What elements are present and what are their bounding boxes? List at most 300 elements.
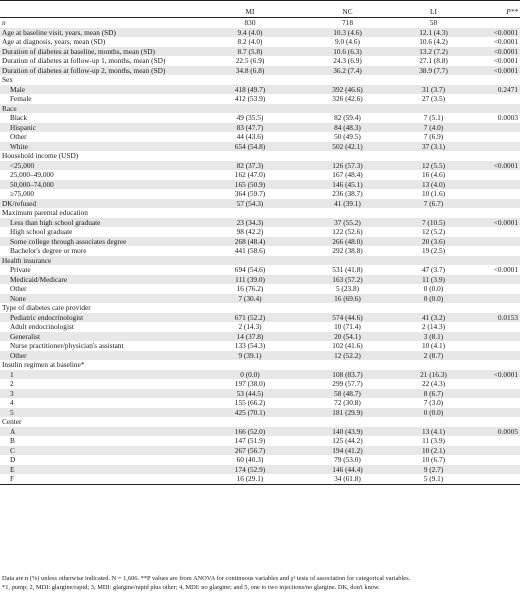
table-row — [0, 455, 520, 465]
cell-mi: 166 (52.0) — [200, 427, 300, 437]
cell-mi: 671 (52.2) — [200, 313, 300, 323]
cell-p-value — [472, 104, 520, 114]
cell-nc: 125 (44.2) — [332, 436, 363, 445]
cell-li: 21 (16.3) — [395, 370, 472, 380]
header-li: LI — [430, 6, 437, 16]
table-row — [0, 360, 520, 370]
cell-li: 13 (4.0) — [395, 180, 472, 190]
table-row — [0, 379, 520, 389]
table-row — [0, 427, 520, 437]
cell-mi: 441 (58.6) — [234, 246, 266, 255]
cell-p-value — [472, 417, 520, 427]
cell-mi: 34.8 (6.8) — [200, 66, 300, 76]
cell-p-value: <0.0001 — [472, 218, 520, 228]
cell-li: 58 — [429, 18, 438, 27]
table-row — [0, 161, 520, 171]
row-label: B — [10, 436, 15, 445]
cell-mi: 412 (53.9) — [234, 94, 266, 103]
cell-p-value: <0.0001 — [472, 66, 520, 76]
table-row — [0, 275, 520, 285]
cell-p-value — [472, 142, 520, 152]
cell-nc: 72 (30.8) — [334, 398, 361, 407]
cell-nc: 502 (42.1) — [300, 142, 395, 152]
cell-p-value — [472, 455, 520, 465]
row-label: Age at diagnosis, years, mean (SD) — [2, 37, 106, 46]
cell-li: 7 (4.0) — [395, 123, 472, 133]
row-label: Insulin regimen at baseline* — [2, 360, 85, 369]
table-row — [0, 436, 520, 446]
table-row — [0, 142, 520, 152]
table-header-row — [0, 1, 520, 18]
cell-nc: 20 (54.1) — [300, 332, 395, 342]
cell-li — [395, 208, 472, 218]
row-label: Hispanic — [0, 123, 200, 133]
row-label: 25,000–49,000 — [10, 170, 54, 179]
cell-mi: 174 (52.9) — [200, 465, 300, 475]
row-label: Other — [0, 351, 200, 361]
table-row — [0, 256, 520, 266]
row-label: Duration of diabetes at follow-up 1, months, mean (SD) — [2, 56, 166, 65]
cell-li: 2 (14.3) — [421, 322, 446, 331]
cell-p-value — [472, 75, 520, 85]
cell-p-value — [472, 132, 520, 142]
cell-mi: 57 (54.3) — [200, 199, 300, 209]
cell-mi: 197 (38.0) — [234, 379, 266, 388]
row-label: Adult endocrinologist — [10, 322, 74, 331]
cell-mi: 14 (37.8) — [200, 332, 300, 342]
table-row — [0, 208, 520, 218]
cell-p-value — [472, 332, 520, 342]
cell-mi — [200, 360, 300, 370]
row-label: DK/refused — [0, 199, 200, 209]
cell-mi: 23 (34.3) — [200, 218, 300, 228]
row-label: High school graduate — [10, 227, 73, 236]
row-label: Male — [0, 85, 200, 95]
row-label: Other — [10, 284, 27, 293]
table-row — [0, 37, 520, 47]
cell-mi: 49 (35.5) — [236, 113, 264, 122]
cell-p-value: <0.0001 — [493, 265, 518, 274]
cell-p-value — [472, 446, 520, 456]
cell-p-value — [472, 151, 520, 161]
cell-nc: 108 (83.7) — [300, 370, 395, 380]
cell-p-value — [472, 294, 520, 304]
cell-mi — [200, 104, 300, 114]
cell-mi: 7 (30.4) — [200, 294, 300, 304]
cell-li: 10 (2.1) — [395, 446, 472, 456]
row-label: <25,000 — [0, 161, 200, 171]
cell-nc: 718 — [342, 18, 353, 27]
cell-p-value: <0.0001 — [472, 47, 520, 57]
cell-mi: 8.7 (5.8) — [200, 47, 300, 57]
cell-p-value — [472, 436, 520, 446]
cell-mi: 654 (54.8) — [200, 142, 300, 152]
table-row — [0, 151, 520, 161]
header-nc: NC — [342, 6, 353, 16]
cell-nc — [300, 256, 395, 266]
cell-li: 37 (3.1) — [395, 142, 472, 152]
row-label: Less than high school graduate — [0, 218, 200, 228]
cell-li: 13 (4.1) — [395, 427, 472, 437]
cell-mi: 267 (56.7) — [200, 446, 300, 456]
cell-nc: 50 (49.5) — [334, 132, 361, 141]
cell-p-value: <0.0001 — [472, 28, 520, 38]
cell-mi — [200, 256, 300, 266]
cell-mi: 364 (59.7) — [234, 189, 266, 198]
cell-nc: 37 (55.2) — [300, 218, 395, 228]
table-row — [0, 227, 520, 237]
cell-mi: 8.2 (4.0) — [237, 37, 263, 46]
cell-li: 10.6 (4.2) — [419, 37, 448, 46]
cell-p-value — [472, 199, 520, 209]
cell-li: 38.9 (7.7) — [395, 66, 472, 76]
row-label: Center — [2, 417, 22, 426]
cell-li: 11 (3.9) — [422, 436, 445, 445]
cell-p-value — [472, 170, 520, 180]
table-row — [0, 322, 520, 332]
cell-p-value — [472, 351, 520, 361]
table-row — [0, 417, 520, 427]
table-row — [0, 398, 520, 408]
cell-p-value — [472, 341, 520, 351]
cell-li: 10 (6.7) — [421, 455, 446, 464]
table-row — [0, 66, 520, 76]
cell-p-value — [472, 94, 520, 104]
cell-nc: 10.6 (6.3) — [300, 47, 395, 57]
cell-mi: 425 (70.1) — [200, 408, 300, 418]
table-row — [0, 123, 520, 133]
cell-mi: 111 (39.0) — [200, 275, 300, 285]
cell-li: 16 (4.6) — [421, 170, 446, 179]
cell-nc — [300, 360, 395, 370]
cell-p-value — [472, 227, 520, 237]
row-label: Black — [10, 113, 28, 122]
row-label: Type of diabetes care provider — [2, 303, 91, 312]
row-label: Pediatric endocrinologist — [0, 313, 200, 323]
row-label: White — [0, 142, 200, 152]
table-row — [0, 265, 520, 275]
cell-mi: 22.5 (6.9) — [235, 56, 265, 65]
cell-nc: 36.2 (7.4) — [300, 66, 395, 76]
cell-mi: 155 (66.2) — [234, 398, 266, 407]
cell-mi: 133 (54.3) — [234, 341, 266, 350]
cell-mi: 53 (44.5) — [200, 389, 300, 399]
cell-nc: 12 (52.2) — [300, 351, 395, 361]
table-row — [0, 56, 520, 66]
cell-mi — [200, 208, 300, 218]
cell-mi: 44 (43.6) — [236, 132, 264, 141]
cell-mi: 694 (54.6) — [234, 265, 266, 274]
cell-nc: 84 (48.3) — [300, 123, 395, 133]
cell-p-value: <0.0001 — [472, 370, 520, 380]
cell-mi: 9 (39.1) — [200, 351, 300, 361]
cell-nc — [300, 75, 395, 85]
cell-p-value — [472, 256, 520, 266]
cell-mi: 82 (37.3) — [200, 161, 300, 171]
cell-mi: 830 — [244, 18, 256, 27]
cell-p-value: 0.0003 — [497, 113, 518, 122]
cell-nc: 146 (45.1) — [300, 180, 395, 190]
cell-mi: 268 (48.4) — [200, 237, 300, 247]
cell-li — [395, 104, 472, 114]
cell-nc: 163 (57.2) — [300, 275, 395, 285]
cell-nc: 34 (61.8) — [334, 474, 361, 483]
cell-mi: 0 (0.0) — [200, 370, 300, 380]
cell-li: 7 (3.0) — [423, 398, 444, 407]
cell-p-value — [472, 237, 520, 247]
cell-li — [395, 75, 472, 85]
cell-li: 27 (3.5) — [421, 94, 446, 103]
table-row — [0, 408, 520, 418]
cell-p-value — [472, 284, 520, 294]
cell-p-value — [472, 389, 520, 399]
cell-nc: 5 (23.8) — [335, 284, 360, 293]
cell-nc: 236 (38.7) — [332, 189, 363, 198]
table-row — [0, 113, 520, 123]
table-row — [0, 465, 520, 475]
cell-mi: 60 (40.3) — [236, 455, 264, 464]
cell-mi — [200, 417, 300, 427]
cell-mi: 165 (50.9) — [200, 180, 300, 190]
row-label: Duration of diabetes at baseline, months, mean (SD) — [0, 47, 200, 57]
cell-nc: 126 (57.3) — [300, 161, 395, 171]
cell-mi: 9.4 (4.0) — [200, 28, 300, 38]
row-label: 1 — [0, 370, 200, 380]
row-label: 5 — [0, 408, 200, 418]
table-row — [0, 370, 520, 380]
table-row — [0, 170, 520, 180]
cell-li: 12.1 (4.3) — [395, 28, 472, 38]
cell-nc: 41 (39.1) — [300, 199, 395, 209]
cell-mi: 2 (14.3) — [238, 322, 262, 331]
cell-p-value — [472, 208, 520, 218]
header-mi: MI — [245, 6, 255, 16]
cell-li: 7 (6.9) — [423, 132, 444, 141]
cell-p-value — [472, 189, 520, 199]
cell-mi: 83 (47.7) — [200, 123, 300, 133]
table-footnote — [2, 575, 518, 592]
cell-mi: 162 (47.0) — [234, 170, 266, 179]
footnote-line-2: *1, pump; 2, MDI: glargine/rapid; 3, MDI: glargine/rapid plus other; 4, MDI: no glargine; and 5, one to two injections/no glargine. DK, don't know. — [2, 583, 380, 591]
row-label: Age at baseline visit, years, mean (SD) — [0, 28, 200, 38]
cell-mi — [200, 75, 300, 85]
cell-nc: 122 (52.6) — [332, 227, 363, 236]
header-p-value: P** — [506, 6, 518, 16]
cell-mi: 16 (29.1) — [236, 474, 264, 483]
row-label: 50,000–74,000 — [0, 180, 200, 190]
cell-p-value: 0.2471 — [472, 85, 520, 95]
table-row — [0, 18, 520, 28]
row-label: C — [0, 446, 200, 456]
row-label: Sex — [2, 75, 13, 84]
cell-nc: 102 (41.6) — [332, 341, 363, 350]
cell-li: 0 (0.0) — [423, 284, 444, 293]
row-label: Bachelor's degree or more — [10, 246, 87, 255]
cell-p-value — [472, 18, 520, 28]
cell-li: 19 (2.5) — [421, 246, 446, 255]
cell-li: 7 (10.5) — [395, 218, 472, 228]
row-label: F — [10, 474, 15, 483]
cell-nc: 266 (48.0) — [300, 237, 395, 247]
cell-li: 0 (0.0) — [395, 408, 472, 418]
cell-p-value: <0.0001 — [472, 161, 520, 171]
row-label: Some college through associates degree — [0, 237, 200, 247]
row-label: 2 — [10, 379, 14, 388]
cell-li: 11 (3.9) — [395, 275, 472, 285]
row-label: A — [0, 427, 200, 437]
cell-p-value — [472, 379, 520, 389]
row-label: Other — [10, 132, 27, 141]
cell-li — [395, 303, 472, 313]
table-row — [0, 199, 520, 209]
cell-p-value: <0.0001 — [493, 56, 518, 65]
row-label: Nurse practitioner/physician's assistant — [10, 341, 124, 350]
cell-p-value — [472, 398, 520, 408]
cell-nc: 24.3 (6.9) — [333, 56, 362, 65]
row-label: Female — [10, 94, 32, 103]
table-row — [0, 446, 520, 456]
footnote-line-1: Data are n (%) unless otherwise indicated. N = 1,606. **P values are from ANOVA for continuous variables and χ² tests of association for categorical variables. — [2, 575, 411, 582]
cell-nc: 16 (69.6) — [300, 294, 395, 304]
cell-nc: 299 (57.7) — [332, 379, 363, 388]
row-label: None — [0, 294, 200, 304]
row-label: n — [2, 18, 6, 27]
table-row — [0, 474, 520, 484]
table-row — [0, 341, 520, 351]
table-row — [0, 294, 520, 304]
cell-nc: 146 (44.4) — [300, 465, 395, 475]
row-label: 4 — [10, 398, 14, 407]
cell-nc — [300, 104, 395, 114]
cell-li: 47 (3.7) — [421, 265, 446, 274]
table-row — [0, 28, 520, 38]
cell-li — [395, 151, 472, 161]
cell-nc: 10 (71.4) — [334, 322, 361, 331]
cell-li: 8 (6.7) — [395, 389, 472, 399]
cell-p-value — [472, 474, 520, 484]
cell-li: 3 (8.1) — [395, 332, 472, 342]
cell-li: 2 (8.7) — [395, 351, 472, 361]
row-label: Household income (USD) — [2, 151, 79, 160]
cell-mi — [200, 151, 300, 161]
header-label — [0, 1, 200, 18]
cell-li: 9 (2.7) — [395, 465, 472, 475]
cell-li: 12 (5.5) — [395, 161, 472, 171]
row-label: Maximum parental education — [2, 208, 88, 217]
table-body — [0, 18, 520, 485]
table-row — [0, 104, 520, 114]
cell-nc — [300, 208, 395, 218]
cell-mi: 418 (49.7) — [200, 85, 300, 95]
cell-li: 27.1 (8.8) — [419, 56, 448, 65]
cell-nc: 194 (41.2) — [300, 446, 395, 456]
table-row — [0, 94, 520, 104]
cell-li: 7 (6.7) — [395, 199, 472, 209]
cell-nc: 167 (48.4) — [332, 170, 363, 179]
cell-nc: 10.3 (4.6) — [300, 28, 395, 38]
cell-nc — [300, 303, 395, 313]
table-row — [0, 284, 520, 294]
cell-p-value — [472, 275, 520, 285]
cell-p-value — [472, 408, 520, 418]
cell-li: 22 (4.3) — [421, 379, 446, 388]
table-row — [0, 132, 520, 142]
cell-nc: 140 (43.9) — [300, 427, 395, 437]
table-row — [0, 180, 520, 190]
table-row — [0, 389, 520, 399]
row-label: Race — [0, 104, 200, 114]
cell-p-value — [472, 246, 520, 256]
cell-nc — [300, 151, 395, 161]
cell-li: 10 (1.6) — [421, 189, 446, 198]
cell-p-value — [472, 303, 520, 313]
cell-li: 13.2 (7.2) — [395, 47, 472, 57]
cell-li: 7 (5.1) — [423, 113, 444, 122]
cell-nc: 9.0 (4.6) — [335, 37, 360, 46]
cell-li: 10 (4.1) — [421, 341, 446, 350]
cell-li — [395, 256, 472, 266]
cell-p-value — [472, 322, 520, 332]
table-row — [0, 332, 520, 342]
cell-mi: 98 (42.2) — [236, 227, 264, 236]
table-row — [0, 189, 520, 199]
cell-p-value — [472, 360, 520, 370]
cell-p-value: <0.0001 — [493, 37, 518, 46]
cell-li — [395, 417, 472, 427]
table-row — [0, 313, 520, 323]
table-row — [0, 85, 520, 95]
cell-nc — [300, 417, 395, 427]
table-row — [0, 351, 520, 361]
row-label: E — [0, 465, 200, 475]
table-row — [0, 47, 520, 57]
cell-p-value: 0.0005 — [472, 427, 520, 437]
row-label: ≥75,000 — [10, 189, 35, 198]
row-label: Medicaid/Medicare — [0, 275, 200, 285]
cell-li: 41 (3.2) — [395, 313, 472, 323]
cell-nc: 79 (53.0) — [334, 455, 361, 464]
cell-mi: 147 (51.9) — [234, 436, 266, 445]
cell-li: 31 (3.7) — [395, 85, 472, 95]
cell-p-value — [472, 123, 520, 133]
cell-li — [395, 360, 472, 370]
cell-nc: 392 (46.6) — [300, 85, 395, 95]
table-row — [0, 237, 520, 247]
cell-p-value — [472, 465, 520, 475]
table-row — [0, 303, 520, 313]
table-row — [0, 246, 520, 256]
cell-mi — [200, 303, 300, 313]
cell-li: 5 (9.1) — [423, 474, 444, 483]
cell-nc: 326 (42.6) — [332, 94, 363, 103]
row-label: Generalist — [0, 332, 200, 342]
cell-li: 20 (3.6) — [395, 237, 472, 247]
cell-nc: 531 (41.8) — [332, 265, 363, 274]
cell-p-value: 0.0153 — [472, 313, 520, 323]
cell-nc: 58 (48.7) — [300, 389, 395, 399]
cell-nc: 181 (29.9) — [300, 408, 395, 418]
row-label: Private — [10, 265, 31, 274]
cell-mi: 16 (76.2) — [236, 284, 264, 293]
table-row — [0, 75, 520, 85]
cell-p-value — [472, 180, 520, 190]
table-row — [0, 218, 520, 228]
cell-nc: 82 (59.4) — [334, 113, 361, 122]
row-label: Health insurance — [0, 256, 200, 266]
row-label: D — [10, 455, 16, 464]
cell-li: 12 (5.2) — [421, 227, 446, 236]
cell-nc: 292 (38.8) — [332, 246, 363, 255]
